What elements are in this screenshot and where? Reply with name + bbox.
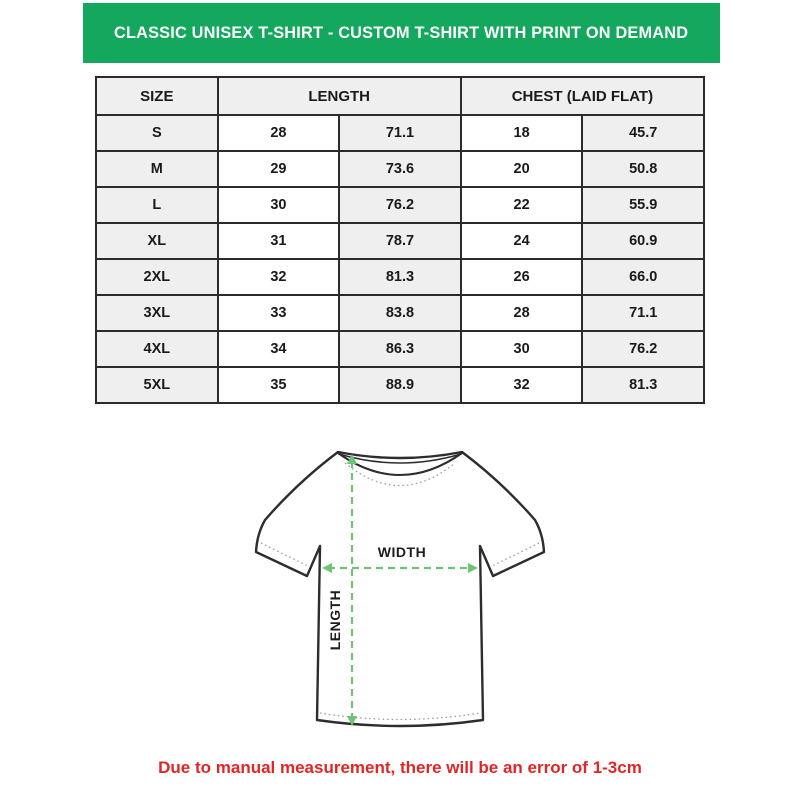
table-row: [96, 367, 704, 403]
length-in-cell: 35: [218, 367, 340, 403]
chest-cm-cell: 45.7: [582, 115, 704, 151]
size-cell: S: [96, 115, 218, 151]
size-cell: L: [96, 187, 218, 223]
size-cell: 3XL: [96, 295, 218, 331]
measurement-error-note: Due to manual measurement, there will be an error of 1-3cm: [158, 758, 642, 777]
chest-in-cell: 26: [461, 259, 583, 295]
length-column-header: LENGTH: [218, 77, 461, 115]
chest-cm-cell: 71.1: [582, 295, 704, 331]
size-cell: 2XL: [96, 259, 218, 295]
chest-cm-cell: 60.9: [582, 223, 704, 259]
length-cm-cell: 81.3: [339, 259, 461, 295]
product-title-banner: [83, 3, 720, 63]
table-row: [96, 295, 704, 331]
tshirt-diagram-svg: [250, 430, 550, 742]
length-cm-cell: 73.6: [339, 151, 461, 187]
length-label: LENGTH: [327, 589, 343, 651]
size-chart-table: [95, 76, 705, 404]
size-cell: 4XL: [96, 331, 218, 367]
chest-in-cell: 28: [461, 295, 583, 331]
table-row: [96, 115, 704, 151]
tshirt-outline: [256, 452, 544, 726]
chest-in-cell: 30: [461, 331, 583, 367]
length-in-cell: 28: [218, 115, 340, 151]
length-in-cell: 30: [218, 187, 340, 223]
chest-cm-cell: 50.8: [582, 151, 704, 187]
size-cell: M: [96, 151, 218, 187]
size-cell: 5XL: [96, 367, 218, 403]
length-cm-cell: 76.2: [339, 187, 461, 223]
chest-in-cell: 32: [461, 367, 583, 403]
size-column-header: SIZE: [96, 77, 218, 115]
table-row: [96, 223, 704, 259]
chest-cm-cell: 55.9: [582, 187, 704, 223]
table-row: [96, 151, 704, 187]
table-row: [96, 259, 704, 295]
size-cell: XL: [96, 223, 218, 259]
chest-in-cell: 24: [461, 223, 583, 259]
chest-in-cell: 18: [461, 115, 583, 151]
chest-in-cell: 20: [461, 151, 583, 187]
tshirt-measurement-diagram: [250, 430, 550, 742]
length-in-cell: 31: [218, 223, 340, 259]
chest-cm-cell: 66.0: [582, 259, 704, 295]
length-in-cell: 32: [218, 259, 340, 295]
length-in-cell: 33: [218, 295, 340, 331]
table-row: [96, 331, 704, 367]
chest-in-cell: 22: [461, 187, 583, 223]
length-cm-cell: 88.9: [339, 367, 461, 403]
length-cm-cell: 71.1: [339, 115, 461, 151]
length-cm-cell: 78.7: [339, 223, 461, 259]
length-cm-cell: 83.8: [339, 295, 461, 331]
length-cm-cell: 86.3: [339, 331, 461, 367]
length-in-cell: 34: [218, 331, 340, 367]
header-row: [96, 77, 704, 115]
length-in-cell: 29: [218, 151, 340, 187]
product-title: CLASSIC UNISEX T-SHIRT - CUSTOM T-SHIRT WITH PRINT ON DEMAND: [114, 23, 689, 42]
chest-cm-cell: 76.2: [582, 331, 704, 367]
width-label: WIDTH: [377, 544, 427, 560]
table-row: [96, 187, 704, 223]
chest-column-header: CHEST (LAID FLAT): [461, 77, 704, 115]
chest-cm-cell: 81.3: [582, 367, 704, 403]
